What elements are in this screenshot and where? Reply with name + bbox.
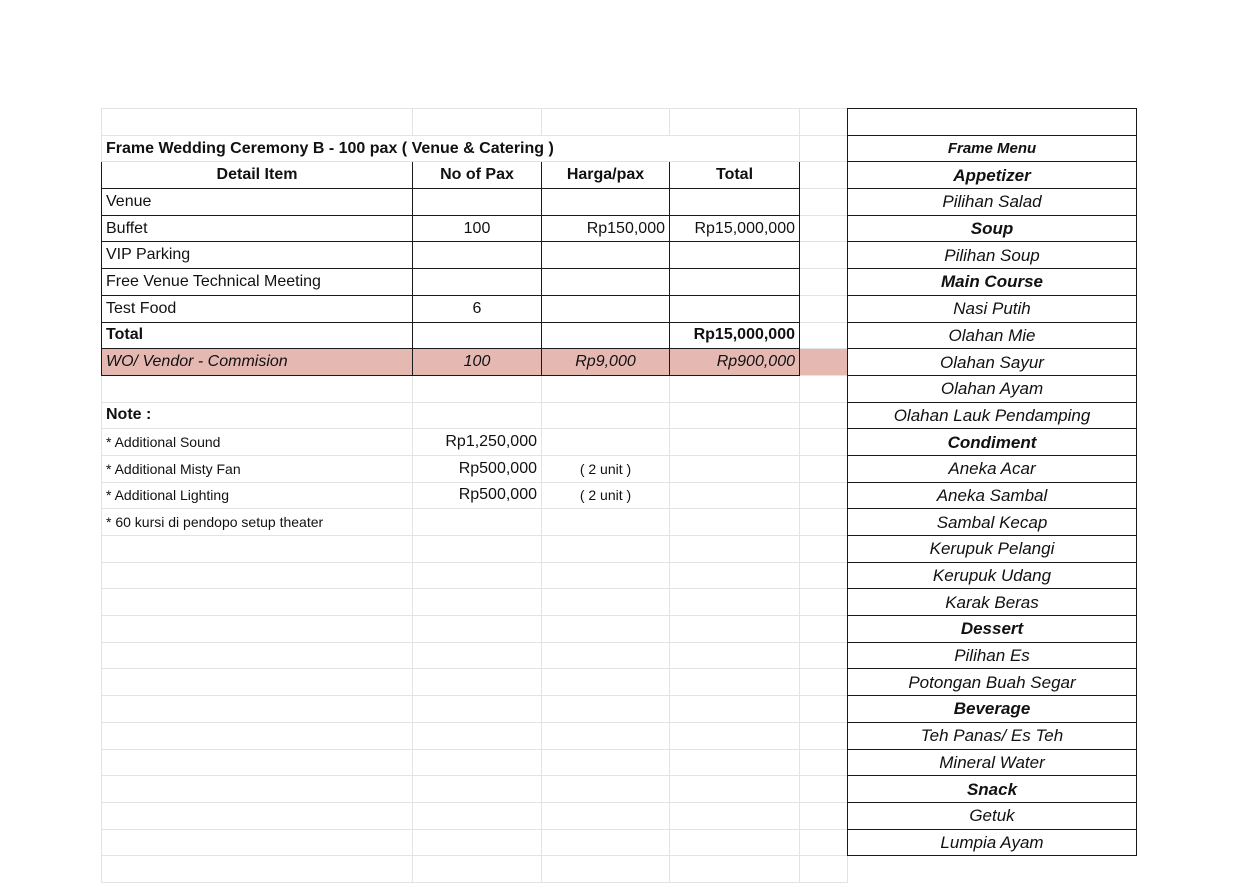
menu-item-row: [848, 295, 1137, 322]
empty-cell[interactable]: [800, 589, 848, 616]
empty-cell[interactable]: [413, 749, 542, 776]
empty-cell[interactable]: [413, 722, 542, 749]
quotation-sheet: [101, 108, 848, 883]
empty-cell[interactable]: [542, 856, 670, 883]
empty-cell[interactable]: [670, 589, 800, 616]
empty-row: [102, 589, 848, 616]
empty-cell[interactable]: [542, 669, 670, 696]
empty-cell[interactable]: [413, 829, 542, 856]
empty-cell[interactable]: [542, 722, 670, 749]
empty-cell[interactable]: [542, 402, 670, 429]
empty-row: [102, 776, 848, 803]
empty-cell[interactable]: [670, 429, 800, 456]
price-cell[interactable]: [542, 295, 670, 322]
empty-cell[interactable]: [800, 162, 848, 189]
menu-category-row: [848, 776, 1137, 803]
empty-cell[interactable]: [670, 749, 800, 776]
menu-category-row: [848, 162, 1137, 189]
empty-cell[interactable]: [800, 536, 848, 563]
menu-category[interactable]: Main Course: [848, 269, 1137, 296]
header-no-of-pax[interactable]: No of Pax: [413, 162, 542, 189]
empty-row: [102, 375, 848, 402]
menu-item-row: [848, 802, 1137, 829]
detail-item-cell[interactable]: VIP Parking: [102, 242, 413, 269]
note-row: [102, 402, 848, 429]
menu-category-row: [848, 429, 1137, 456]
empty-cell[interactable]: [800, 722, 848, 749]
empty-cell[interactable]: [542, 109, 670, 136]
empty-row: [102, 856, 848, 883]
table-row: [102, 215, 848, 242]
menu-blank-cell[interactable]: [848, 109, 1137, 136]
note-item-row: [102, 509, 848, 536]
empty-cell[interactable]: [413, 589, 542, 616]
empty-cell[interactable]: [670, 482, 800, 509]
empty-cell[interactable]: [413, 802, 542, 829]
note-item-text[interactable]: * Additional Misty Fan: [102, 455, 413, 482]
menu-category[interactable]: Beverage: [848, 696, 1137, 723]
menu-item-row: [848, 455, 1137, 482]
empty-cell[interactable]: [102, 589, 413, 616]
table-row: [102, 242, 848, 269]
empty-cell[interactable]: [800, 242, 848, 269]
menu-item-row: [848, 349, 1137, 376]
empty-cell[interactable]: [413, 856, 542, 883]
empty-cell[interactable]: [670, 536, 800, 563]
menu-item-row: [848, 669, 1137, 696]
note-item-qty[interactable]: [542, 429, 670, 456]
empty-cell[interactable]: [542, 829, 670, 856]
empty-cell[interactable]: [670, 455, 800, 482]
menu-item[interactable]: Nasi Putih: [848, 295, 1137, 322]
empty-cell[interactable]: [670, 829, 800, 856]
detail-item-cell[interactable]: Free Venue Technical Meeting: [102, 269, 413, 296]
note-item-qty[interactable]: ( 2 unit ): [542, 455, 670, 482]
menu-category-row: [848, 269, 1137, 296]
empty-cell[interactable]: [102, 776, 413, 803]
menu-item[interactable]: Karak Beras: [848, 589, 1137, 616]
empty-cell[interactable]: [102, 616, 413, 643]
menu-category[interactable]: Snack: [848, 776, 1137, 803]
pax-cell[interactable]: 6: [413, 295, 542, 322]
menu-item[interactable]: Pilihan Soup: [848, 242, 1137, 269]
empty-cell[interactable]: [670, 856, 800, 883]
note-item-text[interactable]: * Additional Sound: [102, 429, 413, 456]
menu-item[interactable]: Kerupuk Udang: [848, 562, 1137, 589]
empty-cell[interactable]: [542, 802, 670, 829]
empty-cell[interactable]: [800, 455, 848, 482]
commission-total[interactable]: Rp900,000: [670, 349, 800, 376]
detail-item-cell[interactable]: Venue: [102, 189, 413, 216]
header-detail-item[interactable]: Detail Item: [102, 162, 413, 189]
menu-title-row: [848, 135, 1137, 162]
empty-cell[interactable]: [542, 562, 670, 589]
empty-row: [102, 749, 848, 776]
empty-cell[interactable]: [102, 722, 413, 749]
menu-item[interactable]: Sambal Kecap: [848, 509, 1137, 536]
empty-cell[interactable]: [670, 375, 800, 402]
empty-cell[interactable]: [542, 749, 670, 776]
header-row: [102, 162, 848, 189]
menu-item[interactable]: Olahan Ayam: [848, 375, 1137, 402]
menu-item-row: [848, 189, 1137, 216]
menu-item-row: [848, 589, 1137, 616]
menu-category[interactable]: Soup: [848, 215, 1137, 242]
empty-cell[interactable]: [542, 642, 670, 669]
empty-cell[interactable]: [413, 536, 542, 563]
menu-item[interactable]: Lumpia Ayam: [848, 829, 1137, 856]
total-row: [102, 322, 848, 349]
empty-cell[interactable]: [542, 536, 670, 563]
pax-cell[interactable]: 100: [413, 215, 542, 242]
empty-cell[interactable]: [102, 375, 413, 402]
empty-cell[interactable]: [800, 295, 848, 322]
empty-cell[interactable]: [800, 562, 848, 589]
menu-item[interactable]: Olahan Lauk Pendamping: [848, 402, 1137, 429]
menu-category-row: [848, 696, 1137, 723]
empty-cell[interactable]: [670, 562, 800, 589]
empty-cell[interactable]: [102, 856, 413, 883]
total-cell[interactable]: Rp15,000,000: [670, 215, 800, 242]
empty-cell[interactable]: [800, 135, 848, 162]
commission-row: [102, 349, 848, 376]
note-item-text[interactable]: * 60 kursi di pendopo setup theater: [102, 509, 413, 536]
menu-item-row: [848, 242, 1137, 269]
note-item-text[interactable]: * Additional Lighting: [102, 482, 413, 509]
empty-cell[interactable]: [800, 669, 848, 696]
empty-cell[interactable]: [413, 402, 542, 429]
empty-cell[interactable]: [542, 616, 670, 643]
empty-cell[interactable]: [800, 375, 848, 402]
total-cell[interactable]: [670, 189, 800, 216]
note-item-price[interactable]: Rp500,000: [413, 482, 542, 509]
menu-item-row: [848, 642, 1137, 669]
empty-cell[interactable]: [670, 722, 800, 749]
empty-cell[interactable]: [542, 589, 670, 616]
empty-cell[interactable]: [670, 669, 800, 696]
empty-cell[interactable]: [800, 349, 848, 376]
menu-item[interactable]: Olahan Sayur: [848, 349, 1137, 376]
menu-item-row: [848, 749, 1137, 776]
menu-item-row: [848, 482, 1137, 509]
empty-row: [102, 642, 848, 669]
empty-cell[interactable]: [102, 109, 413, 136]
empty-cell[interactable]: [542, 375, 670, 402]
empty-cell[interactable]: [800, 749, 848, 776]
menu-title[interactable]: Frame Menu: [848, 135, 1137, 162]
empty-cell[interactable]: [800, 269, 848, 296]
menu-item[interactable]: Aneka Sambal: [848, 482, 1137, 509]
note-item-price[interactable]: Rp500,000: [413, 455, 542, 482]
menu-item[interactable]: Teh Panas/ Es Teh: [848, 722, 1137, 749]
title-row: [102, 135, 848, 162]
empty-cell[interactable]: [800, 509, 848, 536]
menu-item[interactable]: Olahan Mie: [848, 322, 1137, 349]
empty-row: [102, 722, 848, 749]
menu-item[interactable]: Mineral Water: [848, 749, 1137, 776]
total-cell[interactable]: [670, 242, 800, 269]
empty-cell[interactable]: [102, 669, 413, 696]
empty-cell[interactable]: [413, 562, 542, 589]
menu-item-row: [848, 829, 1137, 856]
menu-category[interactable]: Condiment: [848, 429, 1137, 456]
menu-category-row: [848, 215, 1137, 242]
empty-cell[interactable]: [670, 776, 800, 803]
menu-item-row: [848, 322, 1137, 349]
menu-item[interactable]: Pilihan Es: [848, 642, 1137, 669]
empty-cell[interactable]: [670, 402, 800, 429]
commission-label[interactable]: WO/ Vendor - Commision: [102, 349, 413, 376]
empty-cell[interactable]: [413, 696, 542, 723]
empty-cell[interactable]: [800, 616, 848, 643]
empty-cell[interactable]: [413, 375, 542, 402]
empty-cell[interactable]: [800, 482, 848, 509]
menu-item[interactable]: Aneka Acar: [848, 455, 1137, 482]
note-item-price[interactable]: Rp1,250,000: [413, 429, 542, 456]
menu-item-row: [848, 402, 1137, 429]
empty-cell[interactable]: [413, 616, 542, 643]
commission-pax[interactable]: 100: [413, 349, 542, 376]
empty-cell[interactable]: [102, 749, 413, 776]
price-cell[interactable]: [542, 242, 670, 269]
note-item-row: [102, 482, 848, 509]
empty-cell[interactable]: [800, 642, 848, 669]
empty-cell[interactable]: [670, 616, 800, 643]
empty-cell[interactable]: [542, 696, 670, 723]
empty-cell[interactable]: [542, 776, 670, 803]
menu-item-row: [848, 536, 1137, 563]
menu-item[interactable]: Kerupuk Pelangi: [848, 536, 1137, 563]
empty-cell[interactable]: [800, 109, 848, 136]
empty-cell[interactable]: [102, 562, 413, 589]
commission-price[interactable]: Rp9,000: [542, 349, 670, 376]
empty-cell[interactable]: [102, 536, 413, 563]
empty-cell[interactable]: [102, 642, 413, 669]
empty-cell[interactable]: [670, 696, 800, 723]
empty-cell[interactable]: [102, 829, 413, 856]
grand-total-cell[interactable]: Rp15,000,000: [670, 322, 800, 349]
note-item-row: [102, 429, 848, 456]
table-row: [102, 295, 848, 322]
menu-category-row: [848, 616, 1137, 643]
empty-cell[interactable]: [670, 109, 800, 136]
price-cell[interactable]: Rp150,000: [542, 215, 670, 242]
empty-row: [102, 562, 848, 589]
menu-item-row: [848, 375, 1137, 402]
empty-cell[interactable]: [413, 109, 542, 136]
empty-row: [102, 109, 848, 136]
empty-cell[interactable]: [800, 322, 848, 349]
menu-item[interactable]: Getuk: [848, 802, 1137, 829]
empty-cell[interactable]: [800, 215, 848, 242]
price-cell[interactable]: [542, 189, 670, 216]
empty-cell[interactable]: [800, 776, 848, 803]
empty-cell[interactable]: [102, 802, 413, 829]
pax-cell[interactable]: [413, 242, 542, 269]
menu-item-row: [848, 562, 1137, 589]
note-item-price[interactable]: [413, 509, 542, 536]
frame-menu-table: [847, 108, 1137, 856]
empty-cell[interactable]: [800, 189, 848, 216]
empty-cell[interactable]: [413, 642, 542, 669]
sheet-title[interactable]: Frame Wedding Ceremony B - 100 pax ( Venue & Catering ): [102, 135, 800, 162]
empty-cell[interactable]: [670, 642, 800, 669]
note-item-qty[interactable]: ( 2 unit ): [542, 482, 670, 509]
empty-cell[interactable]: [800, 829, 848, 856]
menu-item-row: [848, 509, 1137, 536]
empty-cell[interactable]: [800, 802, 848, 829]
pax-cell[interactable]: [413, 269, 542, 296]
table-row: [102, 189, 848, 216]
total-cell[interactable]: [670, 295, 800, 322]
menu-item[interactable]: Pilihan Salad: [848, 189, 1137, 216]
empty-row: [102, 536, 848, 563]
pax-cell[interactable]: [413, 322, 542, 349]
note-item-qty[interactable]: [542, 509, 670, 536]
empty-cell[interactable]: [800, 856, 848, 883]
table-row: [102, 269, 848, 296]
price-cell[interactable]: [542, 322, 670, 349]
empty-cell[interactable]: [800, 402, 848, 429]
menu-category[interactable]: Dessert: [848, 616, 1137, 643]
empty-cell[interactable]: [800, 696, 848, 723]
price-cell[interactable]: [542, 269, 670, 296]
menu-item[interactable]: Potongan Buah Segar: [848, 669, 1137, 696]
empty-cell[interactable]: [413, 776, 542, 803]
menu-blank-row: [848, 109, 1137, 136]
empty-row: [102, 829, 848, 856]
note-item-row: [102, 455, 848, 482]
total-label[interactable]: Total: [102, 322, 413, 349]
menu-item-row: [848, 722, 1137, 749]
empty-cell[interactable]: [102, 696, 413, 723]
header-harga-pax[interactable]: Harga/pax: [542, 162, 670, 189]
empty-row: [102, 802, 848, 829]
detail-item-cell[interactable]: Buffet: [102, 215, 413, 242]
empty-cell[interactable]: [670, 509, 800, 536]
header-total[interactable]: Total: [670, 162, 800, 189]
empty-cell[interactable]: [800, 429, 848, 456]
menu-category[interactable]: Appetizer: [848, 162, 1137, 189]
empty-cell[interactable]: [413, 669, 542, 696]
empty-row: [102, 669, 848, 696]
empty-row: [102, 696, 848, 723]
total-cell[interactable]: [670, 269, 800, 296]
note-label[interactable]: Note :: [102, 402, 413, 429]
empty-cell[interactable]: [670, 802, 800, 829]
detail-item-cell[interactable]: Test Food: [102, 295, 413, 322]
pax-cell[interactable]: [413, 189, 542, 216]
empty-row: [102, 616, 848, 643]
